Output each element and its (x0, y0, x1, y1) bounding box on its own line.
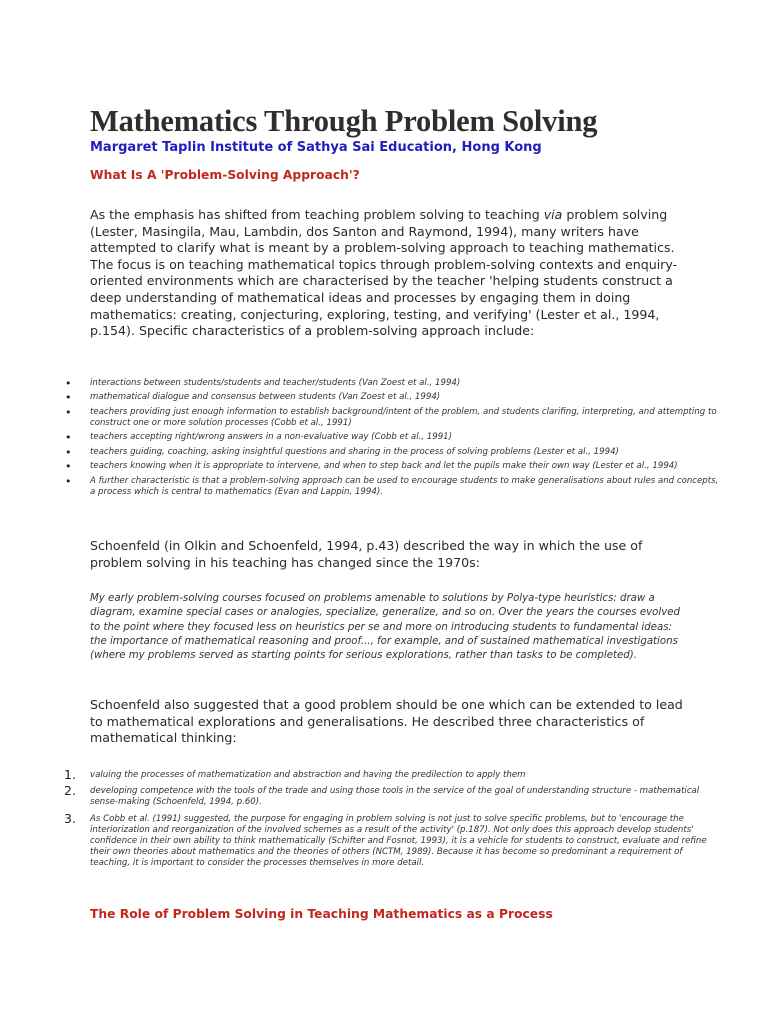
intro-text-start: As the emphasis has shifted from teaching problem solving to teaching (90, 207, 544, 222)
schoenfeld-paragraph: Schoenfeld (in Olkin and Schoenfeld, 1994, p.43) described the way in which the use of problem solving in his teaching has changed since the 1970s: (90, 538, 643, 570)
list-item-text: mathematical dialogue and consensus between students (Van Zoest et al., 1994) (90, 392, 441, 403)
bullet-icon: • (65, 391, 72, 405)
intro-emphasis-via: via (543, 207, 563, 222)
schoenfeld-quote: My early problem-solving courses focused on problems amenable to solutions by Polya-type heuristics: draw a diagram, examine special cases or analogies, specialize, generalize, and so on. Over the years the courses evolved to the point where they focused less on heuristics per se and more on introducing students to fundamental ideas: the importance of mathematical reasoning and proof..., for example, and of sustained mathematical investigations (where my problems served as starting points for serious explorations, rather than tasks to be completed). (90, 593, 680, 662)
list-item (65, 445, 720, 459)
list-item (65, 460, 720, 474)
author-affiliation: Margaret Taplin Institute of Sathya Sai Education, Hong Kong (90, 140, 542, 155)
item-number: 2. (64, 783, 76, 799)
bullet-icon: • (65, 405, 72, 419)
list-item-text: A further characteristic is that a problem-solving approach can be used to encourage students to make generalisations about rules and concepts, a process which is central to mathematics (Evan and Lappin, 1994). (90, 475, 719, 497)
bullet-icon: • (65, 460, 72, 474)
section-heading-problem-solving-approach: What Is A 'Problem-Solving Approach'? (90, 168, 360, 182)
list-item-text: interactions between students/students and teacher/students (Van Zoest et al., 1994) (90, 378, 461, 388)
list-item (65, 431, 720, 445)
numbered-item (64, 783, 720, 808)
bullet-icon: • (65, 377, 72, 390)
characteristics-list (62, 378, 720, 501)
document-title: Mathematics Through Problem Solving (90, 104, 598, 138)
numbered-item-text: valuing the processes of mathematization and abstraction and having the predilection to apply them (90, 770, 526, 780)
item-number: 1. (64, 767, 76, 782)
numbered-item-text: As Cobb et al. (1991) suggested, the purpose for engaging in problem solving is not just to solve specific problems, but to 'encourage the interiorization and reorganization of the involved schemes as a result of the activity' (p.187). Not only does this approach develop students' confidence in their own ability to think mathematically (Schifter and Fosnot, 1993), it is a vehicle for students to construct, evaluate and refine their own theories about mathematics and the theories of others (NCTM, 1989). Because it has become so predominant a requirement of teaching, it is important to consider the processes themselves in more detail. (90, 813, 707, 869)
list-item-text: teachers providing just enough information to establish background/intent of the problem, and students clarifing, interpreting, and attempting to construct one or more solution processes (Cobb et al., 1991) (90, 406, 717, 428)
good-problem-paragraph: Schoenfeld also suggested that a good problem should be one which can be extended to lead to mathematical explorations and generalisations. He described three characteristics of mathematical thinking: (90, 697, 683, 746)
bullet-icon: • (65, 445, 72, 459)
list-item-text: teachers accepting right/wrong answers in a non-evaluative way (Cobb et al., 1991) (90, 432, 453, 443)
bullet-icon: • (65, 431, 72, 445)
item-number: 3. (64, 810, 76, 826)
intro-text-end: problem solving (Lester, Masingila, Mau, Lambdin, dos Santon and Raymond, 1994), many writers have attempted to clarify what is meant by a problem-solving approach to teaching mathematics. The focus is on teaching mathematical topics through problem-solving contexts and enquiry-oriented environments which are characterised by the teacher 'helping students construct a deep understanding of mathematical ideas and processes by engaging them in doing mathematics: creating, conjecturing, exploring, testing, and verifying' (Lester et al., 1994, p.154). Specific characteristics of a problem-solving approach include: (90, 207, 678, 339)
bullet-icon: • (65, 474, 72, 488)
list-item (65, 474, 720, 498)
list-item (65, 391, 720, 405)
list-item-text: teachers guiding, coaching, asking insightful questions and sharing in the process of solving problems (Lester et al., 1994) (90, 446, 619, 457)
numbered-item (64, 810, 720, 870)
section-heading-role-of-problem-solving: The Role of Problem Solving in Teaching Mathematics as a Process (90, 907, 553, 921)
numbered-item (64, 767, 720, 782)
list-item (65, 405, 720, 429)
list-item (65, 377, 720, 390)
thinking-characteristics-list (62, 767, 720, 875)
numbered-item-text: developing competence with the tools of the trade and using those tools in the service of the goal of understanding structure - mathematical sense-making (Schoenfeld, 1994, p.60). (90, 786, 700, 808)
intro-paragraph (90, 207, 690, 340)
list-item-text: teachers knowing when it is appropriate to intervene, and when to step back and let the pupils make their own way (Lester et al., 1994) (90, 461, 678, 472)
